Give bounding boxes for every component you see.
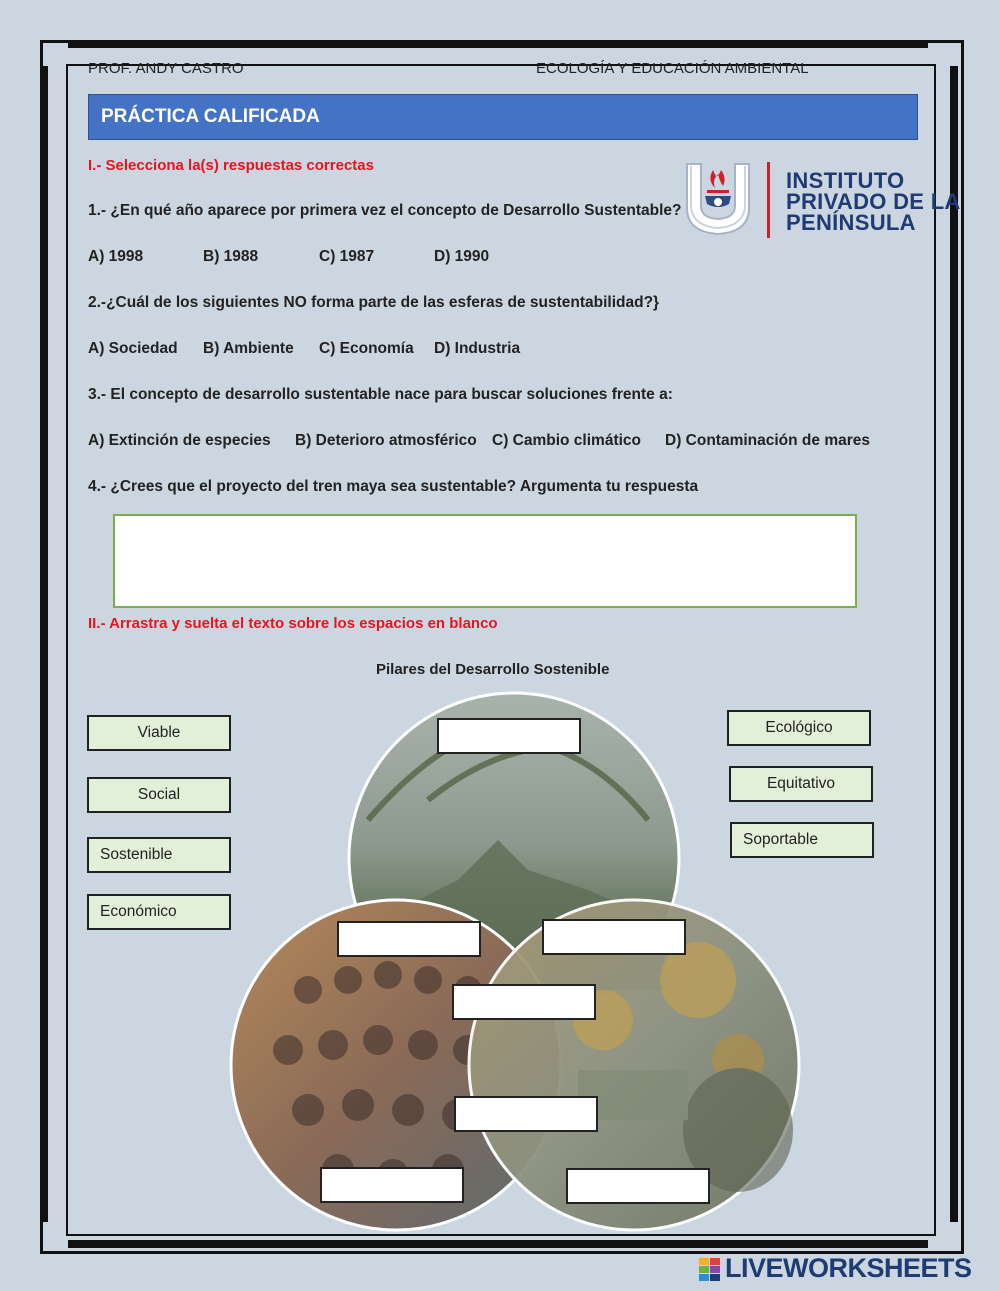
frame-bar-left — [40, 66, 48, 1222]
liveworksheets-brand[interactable]: LIVEWORKSHEETS — [725, 1253, 972, 1283]
q1-option-a[interactable]: A) 1998 — [88, 248, 144, 265]
q2-option-b[interactable]: B) Ambiente — [203, 340, 294, 357]
q3-option-c[interactable]: C) Cambio climático — [492, 432, 641, 449]
q3-option-b[interactable]: B) Deterioro atmosférico — [295, 432, 477, 449]
drop-blank-2[interactable] — [337, 921, 481, 957]
q2-option-d[interactable]: D) Industria — [434, 340, 521, 357]
liveworksheets-logo-icon — [699, 1258, 721, 1282]
section1-title: I.- Selecciona la(s) respuestas correctas — [88, 157, 374, 174]
chip-economico[interactable]: Económico — [87, 894, 231, 930]
institute-shield-logo — [683, 160, 753, 236]
drop-blank-4[interactable] — [452, 984, 596, 1020]
chip-viable[interactable]: Viable — [87, 715, 231, 751]
q1-option-b[interactable]: B) 1988 — [203, 248, 259, 265]
drop-blank-5[interactable] — [454, 1096, 598, 1132]
drop-blank-7[interactable] — [566, 1168, 710, 1204]
question-1: 1.- ¿En qué año aparece por primera vez el concepto de Desarrollo Sustentable? — [88, 202, 682, 219]
chip-soportable[interactable]: Soportable — [730, 822, 874, 858]
chip-equitativo[interactable]: Equitativo — [729, 766, 873, 802]
frame-bar-right — [950, 66, 958, 1222]
drop-blank-6[interactable] — [320, 1167, 464, 1203]
logo-divider — [767, 162, 770, 238]
venn-diagram — [228, 690, 802, 1235]
drop-blank-1[interactable] — [437, 718, 581, 754]
q3-option-a[interactable]: A) Extinción de especies — [88, 432, 271, 449]
teacher-name: PROF. ANDY CASTRO — [88, 60, 244, 77]
chip-sostenible[interactable]: Sostenible — [87, 837, 231, 873]
institute-name-line1: INSTITUTO — [786, 168, 905, 193]
section2-title: II.- Arrastra y suelta el texto sobre los espacios en blanco — [88, 615, 498, 632]
frame-bar-top — [68, 40, 928, 48]
question-4: 4.- ¿Crees que el proyecto del tren maya sea sustentable? Argumenta tu respuesta — [88, 478, 699, 495]
page-title-banner: PRÁCTICA CALIFICADA — [88, 94, 918, 140]
q2-option-a[interactable]: A) Sociedad — [88, 340, 178, 357]
chip-social[interactable]: Social — [87, 777, 231, 813]
q4-answer-textbox[interactable] — [113, 514, 857, 608]
diagram-title: Pilares del Desarrollo Sostenible — [376, 661, 610, 678]
q1-option-c[interactable]: C) 1987 — [319, 248, 375, 265]
chip-ecologico[interactable]: Ecológico — [727, 710, 871, 746]
drop-blank-3[interactable] — [542, 919, 686, 955]
subject-name: ECOLOGÍA Y EDUCACIÓN AMBIENTAL — [536, 60, 809, 77]
frame-bar-bottom — [68, 1240, 928, 1248]
q2-option-c[interactable]: C) Economía — [319, 340, 414, 357]
institute-name-line3: PENÍNSULA — [786, 210, 916, 235]
q1-option-d[interactable]: D) 1990 — [434, 248, 490, 265]
question-3: 3.- El concepto de desarrollo sustentable nace para buscar soluciones frente a: — [88, 386, 673, 403]
question-2: 2.-¿Cuál de los siguientes NO forma parte de las esferas de sustentabilidad?} — [88, 294, 660, 311]
q3-option-d[interactable]: D) Contaminación de mares — [665, 432, 870, 449]
institute-name-line2: PRIVADO DE LA — [786, 189, 961, 214]
